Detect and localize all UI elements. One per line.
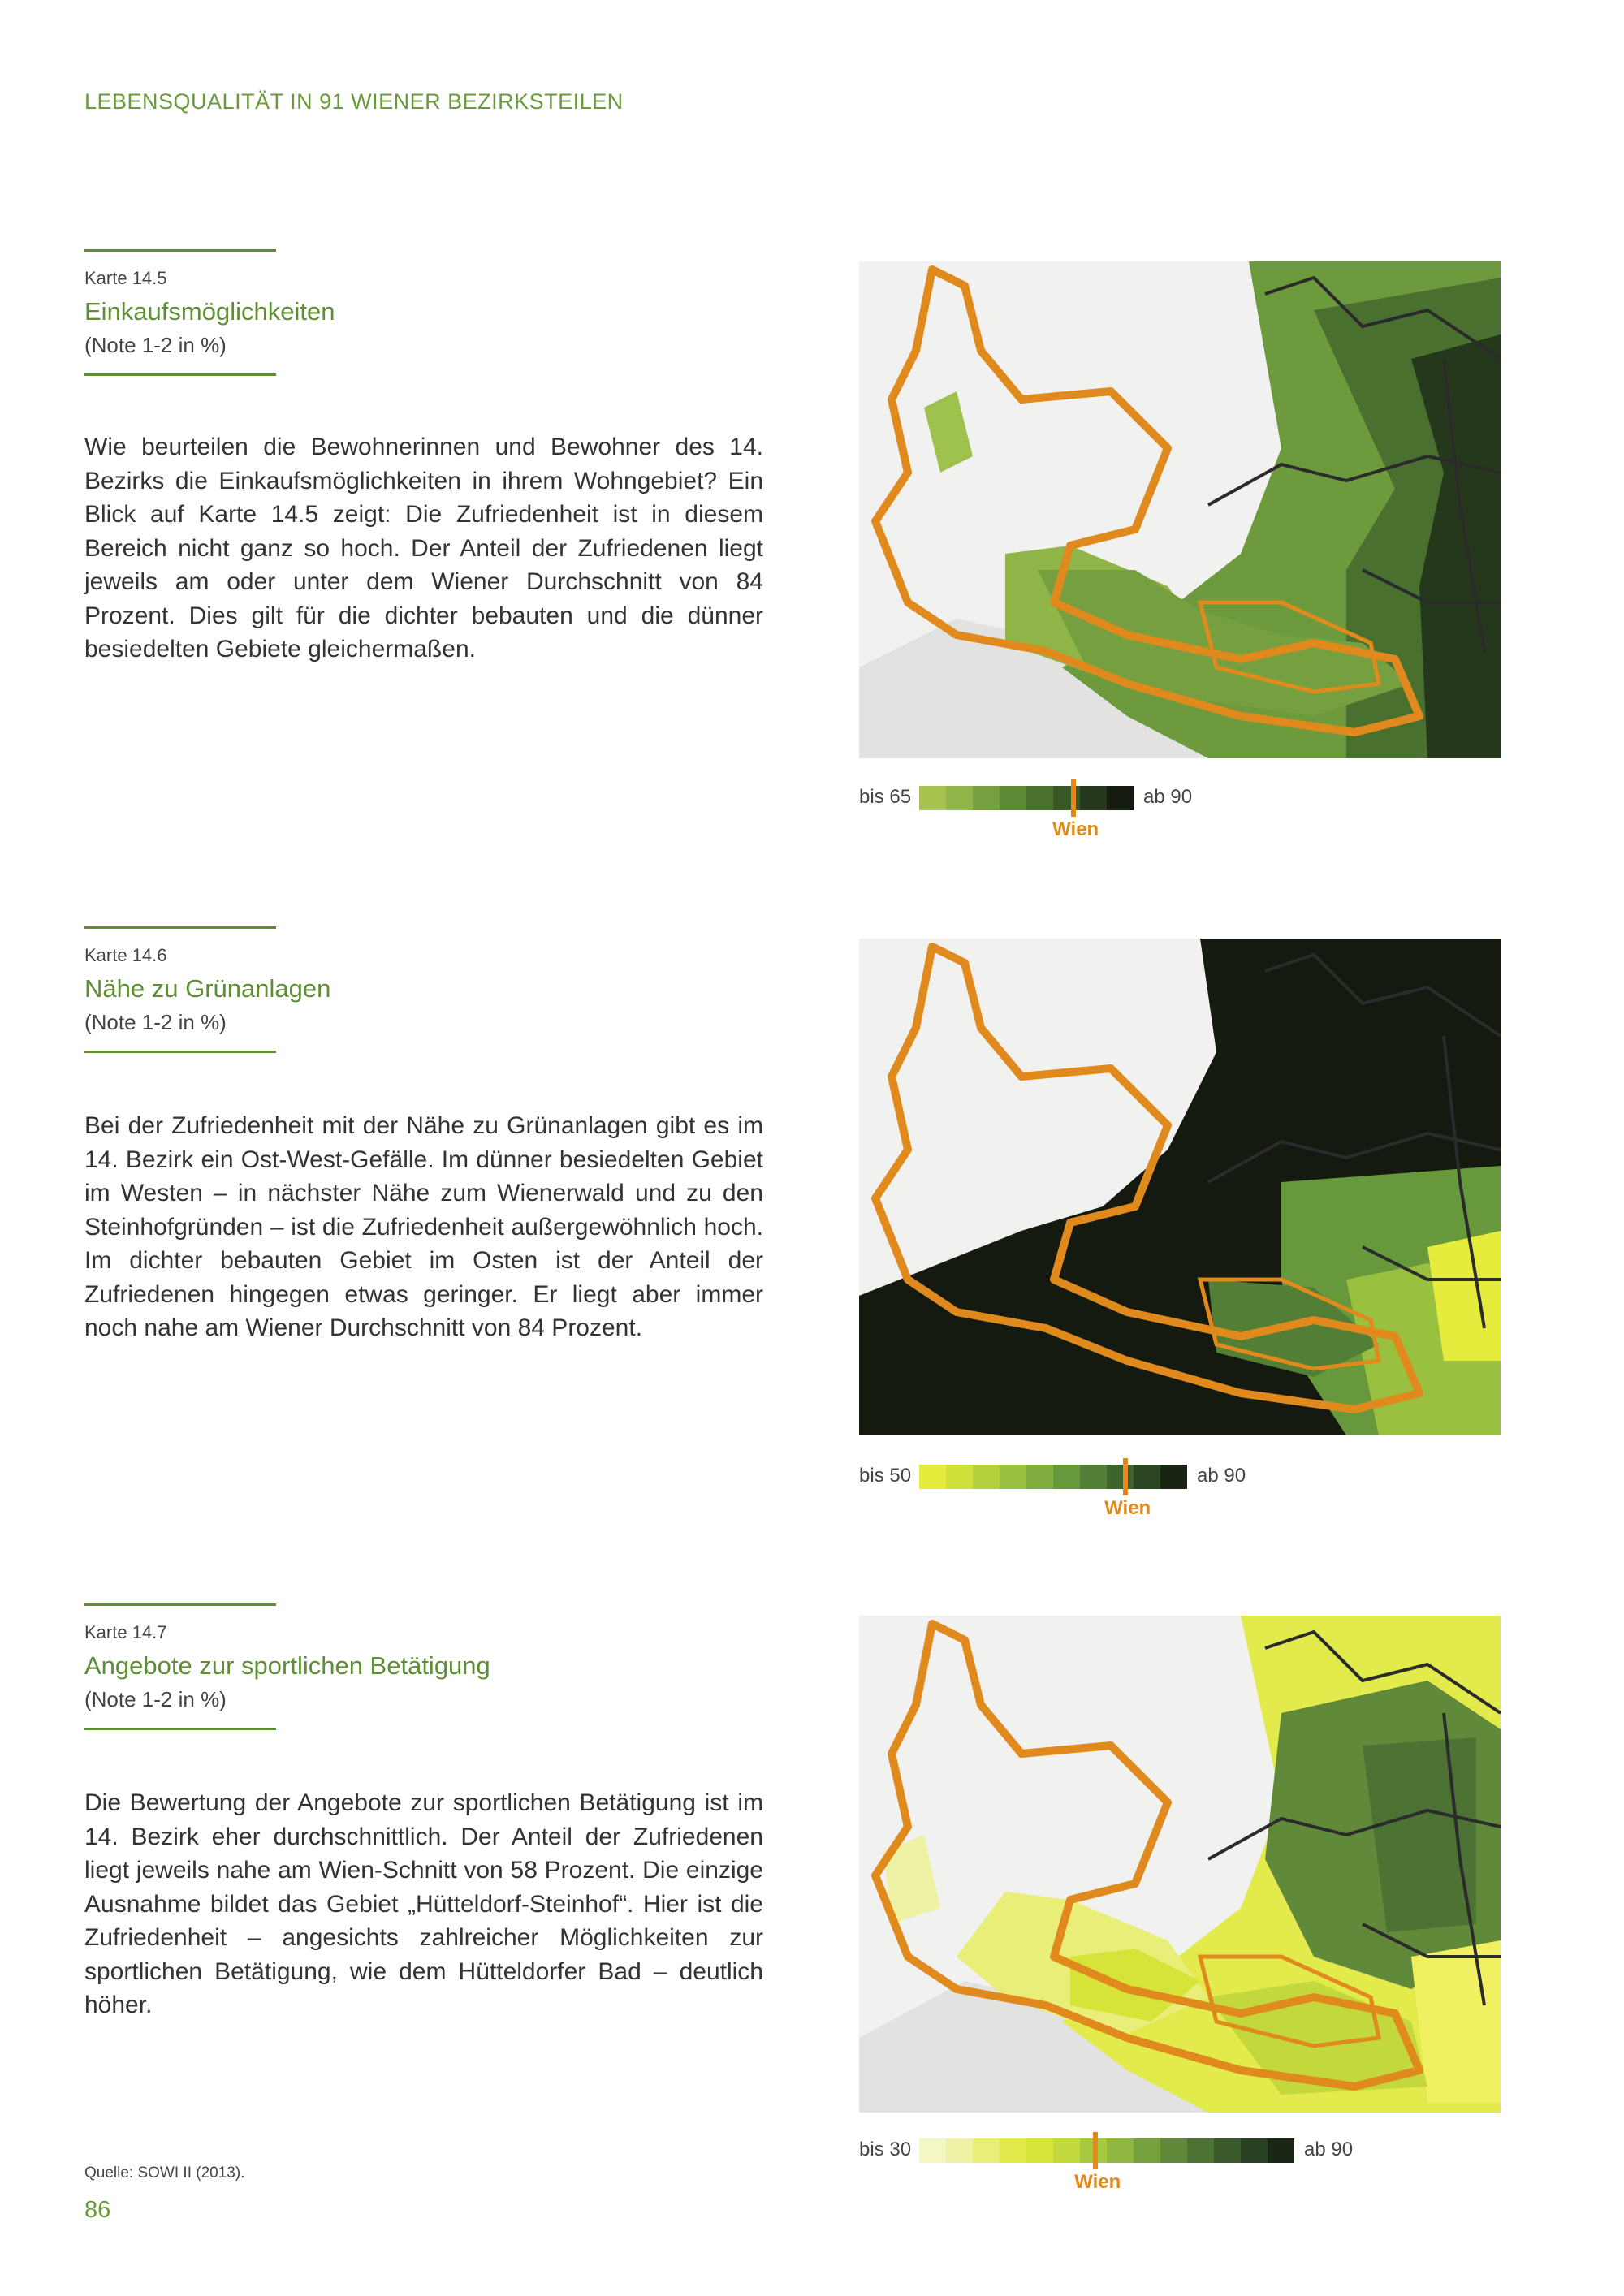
karte-note: (Note 1-2 in %)	[84, 333, 227, 357]
title-rule-bottom	[84, 1051, 276, 1053]
map-legend	[859, 2132, 1501, 2197]
title-rule-top	[84, 926, 276, 929]
legend-swatch	[919, 786, 946, 810]
karte-title: Angebote zur sportlichen Betätigung	[84, 1651, 490, 1680]
map-legend	[859, 1458, 1501, 1523]
legend-swatch	[1080, 1465, 1107, 1489]
title-rule-top	[84, 1603, 276, 1606]
section-body-text: Bei der Zufriedenheit mit der Nähe zu Grünanlagen gibt es im 14. Bezirk ein Ost-West-Gefälle. Im dünner besiedelten Gebiet im Westen – in nächster Nähe zum Wienerwald und zu den Steinhofgründen – ist die Zufriedenheit außergewöhnlich hoch. Im dichter bebauten Gebiet im Osten ist der Anteil der Zufriedenen hingegen etwas geringer. Er liegt aber immer noch nahe am Wiener Durchschnitt von 84 Prozent.	[84, 1112, 763, 1341]
legend-low-label: bis 50	[859, 1465, 912, 1487]
legend-swatch	[1187, 2138, 1214, 2163]
map-naehe-gruenanlagen	[859, 939, 1501, 1435]
legend-swatch	[1268, 2138, 1294, 2163]
title-rule-bottom	[84, 1728, 276, 1730]
legend-swatch	[1134, 1465, 1160, 1489]
legend-swatch	[946, 786, 973, 810]
map-graphic	[859, 261, 1501, 758]
legend-swatch	[973, 1465, 1000, 1489]
map-legend	[859, 779, 1501, 844]
legend-wien-label: Wien	[1052, 818, 1099, 840]
running-head: LEBENSQUALITÄT IN 91 WIENER BEZIRKSTEILEN	[84, 89, 624, 114]
map-graphic	[859, 1616, 1501, 2113]
karte-note: (Note 1-2 in %)	[84, 1010, 227, 1034]
map-sportliche-betaetigung	[859, 1616, 1501, 2113]
source-note: Quelle: SOWI II (2013).	[84, 2164, 245, 2182]
karte-title: Einkaufsmöglichkeiten	[84, 297, 335, 326]
legend-swatch	[1107, 2138, 1134, 2163]
legend-swatch	[1160, 2138, 1187, 2163]
legend-wien-marker	[1071, 779, 1076, 817]
legend-high-label: ab 90	[1143, 786, 1193, 808]
legend-swatch	[1241, 2138, 1268, 2163]
legend-wien-label: Wien	[1074, 2171, 1121, 2193]
legend-swatch	[919, 2138, 946, 2163]
legend-swatch	[1026, 1465, 1053, 1489]
karte-number: Karte 14.5	[84, 268, 167, 288]
legend-wien-marker	[1093, 2132, 1098, 2169]
legend-low-label: bis 30	[859, 2138, 912, 2160]
legend-low-label: bis 65	[859, 786, 912, 808]
section-body-text: Die Bewertung der Angebote zur sportlichen Betätigung ist im 14. Bezirk eher durchschnittlich. Der Anteil der Zufriedenen liegt jeweils nahe am Wien-Schnitt von 58 Prozent. Die einzige Ausnahme bildet das Gebiet „Hütteldorf-Steinhof“. Hier ist die Zufriedenheit – angesichts zahlreicher Möglichkeiten zur sportlichen Betätigung, wie dem Hütteldorfer Bad – deutlich höher.	[84, 1789, 763, 2018]
page-number: 86	[84, 2197, 111, 2223]
legend-swatch	[1160, 1465, 1187, 1489]
map-einkaufsmoeglichkeiten	[859, 261, 1501, 758]
legend-color-scale	[919, 786, 1134, 810]
legend-swatch	[1107, 1465, 1134, 1489]
legend-swatch	[1026, 786, 1053, 810]
legend-swatch	[1080, 786, 1107, 810]
karte-number: Karte 14.6	[84, 945, 167, 965]
legend-swatch	[1000, 786, 1026, 810]
map-graphic	[859, 939, 1501, 1435]
legend-swatch	[1026, 2138, 1053, 2163]
legend-swatch	[946, 2138, 973, 2163]
karte-note: (Note 1-2 in %)	[84, 1687, 227, 1711]
legend-wien-label: Wien	[1104, 1497, 1151, 1519]
legend-swatch	[1134, 2138, 1160, 2163]
legend-swatch	[1000, 1465, 1026, 1489]
legend-swatch	[919, 1465, 946, 1489]
legend-swatch	[1107, 786, 1134, 810]
title-rule-bottom	[84, 373, 276, 376]
legend-swatch	[1053, 1465, 1080, 1489]
karte-title: Nähe zu Grünanlagen	[84, 974, 331, 1003]
legend-swatch	[946, 1465, 973, 1489]
legend-swatch	[1000, 2138, 1026, 2163]
karte-number: Karte 14.7	[84, 1622, 167, 1642]
legend-high-label: ab 90	[1304, 2138, 1354, 2160]
legend-swatch	[973, 786, 1000, 810]
legend-color-scale	[919, 1465, 1187, 1489]
legend-swatch	[973, 2138, 1000, 2163]
section-body-text: Wie beurteilen die Bewohnerinnen und Bewohner des 14. Bezirks die Einkaufsmöglichkeiten in ihrem Wohngebiet? Ein Blick auf Karte 14.5 zeigt: Die Zufriedenheit ist in diesem Bereich nicht ganz so hoch. Der Anteil der Zufriedenen liegt jeweils am oder unter dem Wiener Durchschnitt von 84 Prozent. Dies gilt für die dichter bebauten und die dünner besiedelten Gebiete gleichermaßen.	[84, 434, 763, 662]
legend-wien-marker	[1123, 1458, 1128, 1495]
legend-swatch	[1053, 2138, 1080, 2163]
legend-color-scale	[919, 2138, 1294, 2163]
legend-swatch	[1214, 2138, 1241, 2163]
legend-high-label: ab 90	[1197, 1465, 1246, 1487]
title-rule-top	[84, 249, 276, 252]
